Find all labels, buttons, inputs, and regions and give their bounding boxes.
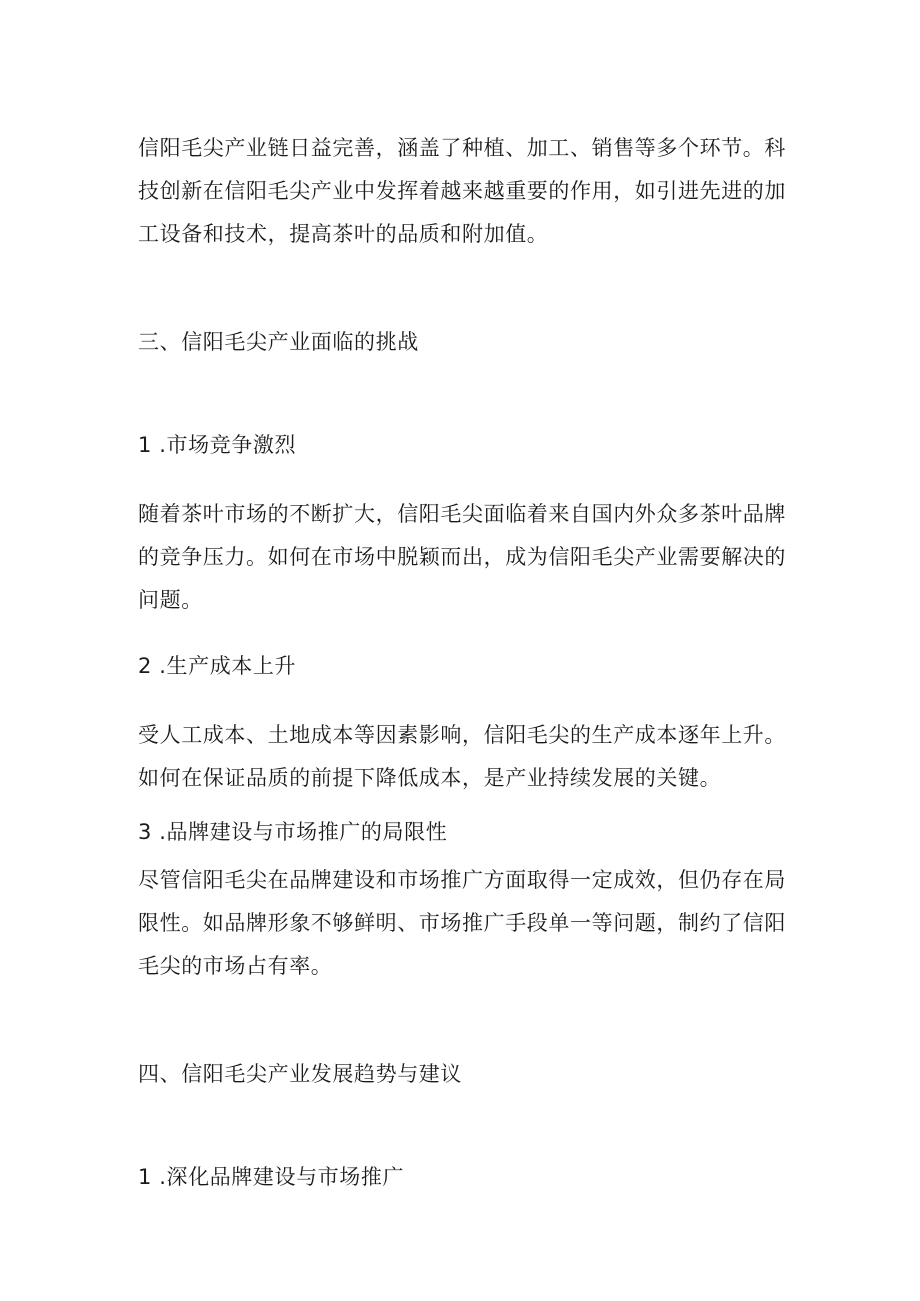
challenge-3-heading: 3 .品牌建设与市场推广的局限性 [138, 820, 448, 844]
text-line: 如何在保证品质的前提下降低成本，是产业持续发展的关键。 [138, 766, 722, 790]
text-line: 限性。如品牌形象不够鲜明、市场推广手段单一等问题，制约了信阳 [138, 911, 786, 935]
text-line: 受人工成本、土地成本等因素影响，信阳毛尖的生产成本逐年上升。 [138, 723, 786, 747]
text-line: 随着茶叶市场的不断扩大，信阳毛尖面临着来自国内外众多茶叶品牌 [138, 502, 786, 526]
text-line: 技创新在信阳毛尖产业中发挥着越来越重要的作用，如引进先进的加 [138, 179, 786, 203]
intro-paragraph [138, 127, 798, 256]
challenge-1-heading: 1 .市场竞争激烈 [138, 433, 297, 457]
text-line: 的竞争压力。如何在市场中脱颖而出，成为信阳毛尖产业需要解决的 [138, 545, 786, 569]
challenge-3-paragraph [138, 859, 798, 988]
suggestion-1-heading: 1 .深化品牌建设与市场推广 [138, 1165, 405, 1189]
text-line: 工设备和技术，提高茶叶的品质和附加值。 [138, 222, 549, 246]
section-four-heading: 四、信阳毛尖产业发展趋势与建议 [138, 1062, 462, 1086]
challenge-1-paragraph [138, 493, 798, 622]
text-line: 毛尖的市场占有率。 [138, 954, 333, 978]
text-line: 问题。 [138, 588, 203, 612]
challenge-2-paragraph [138, 714, 798, 800]
text-line: 信阳毛尖产业链日益完善，涵盖了种植、加工、销售等多个环节。科 [138, 136, 786, 160]
challenge-2-heading: 2 .生产成本上升 [138, 654, 297, 678]
section-three-heading: 三、信阳毛尖产业面临的挑战 [138, 330, 419, 354]
text-line: 尽管信阳毛尖在品牌建设和市场推广方面取得一定成效，但仍存在局 [138, 868, 786, 892]
